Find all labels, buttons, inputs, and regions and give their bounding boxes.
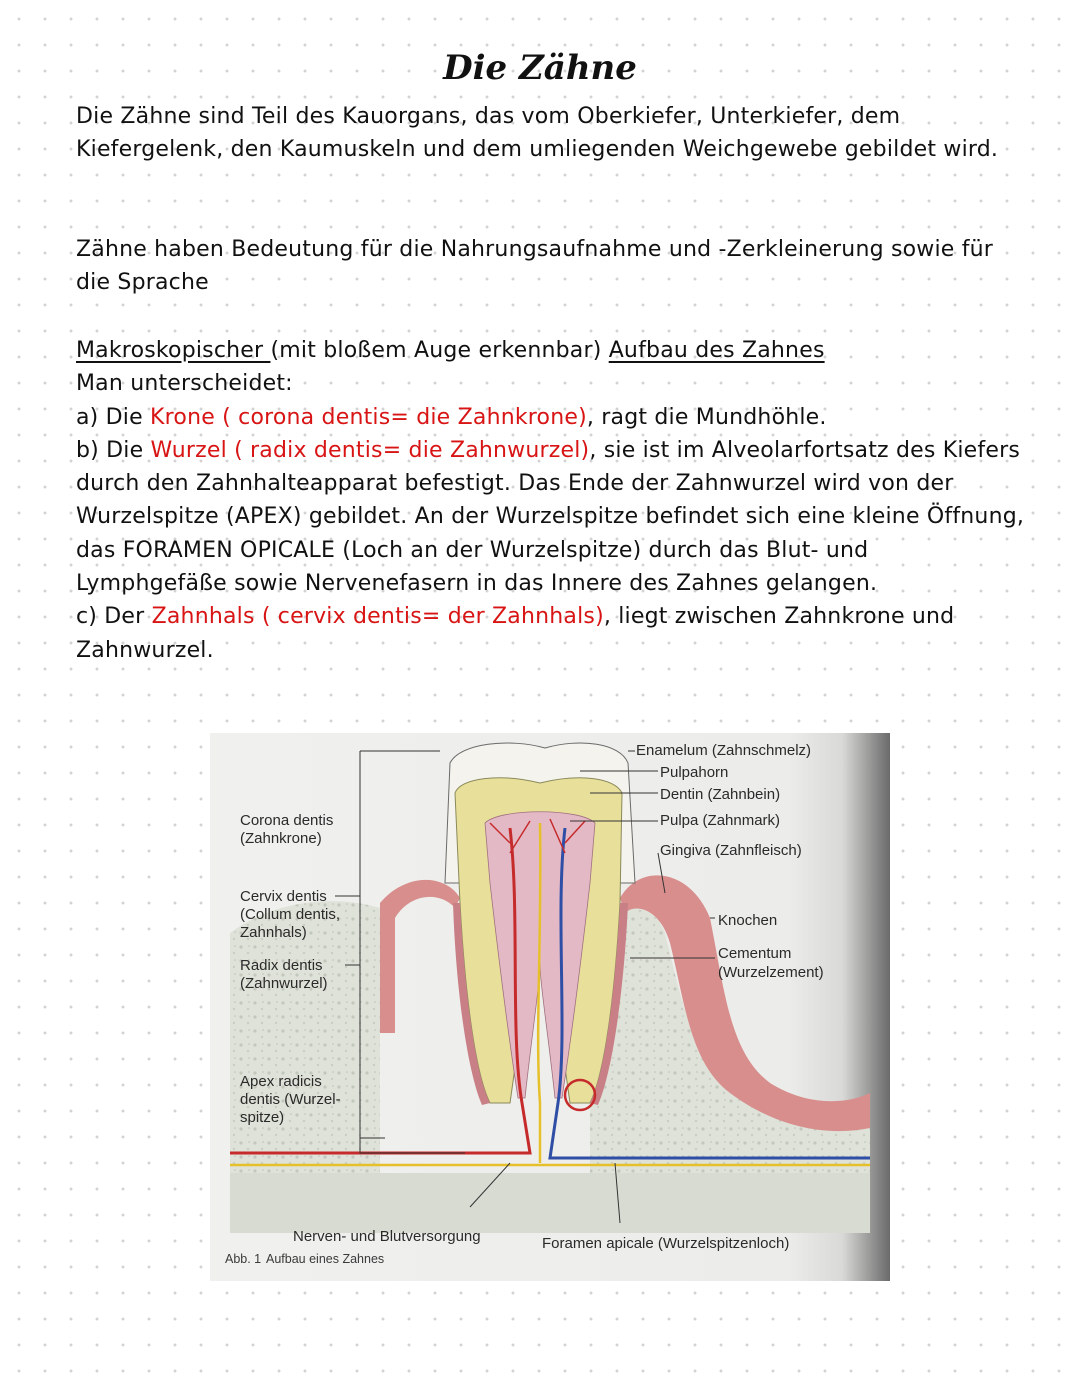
label-apex-sub: dentis (Wurzel- — [240, 1091, 341, 1108]
label-dentin: Dentin (Zahnbein) — [660, 786, 781, 803]
section-heading — [76, 334, 1026, 367]
item-b — [76, 434, 1026, 600]
item-a-term: Krone ( corona dentis= die Zahnkrone) — [150, 404, 587, 430]
label-nerven: Nerven- und Blutversorgung — [293, 1228, 481, 1245]
label-foramen: Foramen apicale (Wurzelspitzenloch) — [542, 1235, 790, 1252]
label-corona: Corona dentis — [240, 812, 334, 829]
label-enamelum: Enamelum (Zahnschmelz) — [636, 742, 812, 759]
item-c — [76, 600, 1026, 667]
label-cervix: Cervix dentis — [240, 888, 327, 905]
section-heading-part-a: Makroskopischer — [76, 338, 271, 363]
section-heading-part-b: Aufbau des Zahnes — [608, 338, 825, 363]
label-cementum: Cementum — [718, 945, 792, 962]
label-cementum-sub: (Wurzelzement) — [718, 964, 824, 981]
section-heading-note: (mit bloßem Auge erkennbar) — [270, 338, 609, 363]
label-corona-sub: (Zahnkrone) — [240, 830, 322, 847]
item-a-prefix: a) Die — [76, 404, 151, 430]
tooth-diagram-figure — [210, 733, 890, 1281]
item-b-text: , sie ist im Alveolarfortsatz des Kiefers durch den Zahnhalteapparat befestigt. Das Ende der Zahnwurzel wird von der Wurzelspitze (APEX) gebildet. An der Wurzelspitze befindet sich eine kleine Öffnung, das FORAMEN OPICALE — [76, 437, 1025, 563]
caption-text: Aufbau eines Zahnes — [266, 1252, 385, 1266]
gingiva-left — [380, 880, 460, 1033]
item-b-prefix: b) Die — [76, 437, 151, 463]
item-c-prefix: c) Der — [76, 604, 152, 630]
label-apex: Apex radicis — [240, 1073, 322, 1090]
item-c-term: Zahnhals ( cervix dentis= der Zahnhals) — [151, 604, 604, 630]
label-pulpahorn: Pulpahorn — [660, 764, 729, 781]
label-pulpa: Pulpa (Zahnmark) — [660, 812, 781, 829]
item-c-text: , liegt zwischen Zahnkrone und Zahnwurzel. — [76, 604, 955, 663]
section-body — [76, 334, 1026, 667]
page-title: Die Zähne — [443, 48, 637, 88]
label-cervix-sub-2: Zahnhals) — [240, 924, 307, 941]
item-b-text-2: (Loch an der Wurzelspitze) durch das Blut- und Lymphgefäße sowie Nervenefasern in das Innere des Zahnes gelangen. — [76, 537, 878, 597]
label-gingiva: Gingiva (Zahnfleisch) — [660, 842, 802, 859]
label-cervix-sub: (Collum dentis, — [240, 906, 341, 923]
item-a-text: , ragt die Mundhöhle. — [586, 404, 827, 430]
label-apex-sub-2: spitze) — [240, 1109, 285, 1126]
caption-number: Abb. 1 — [225, 1252, 262, 1266]
section-lead: Man unterscheidet: — [76, 371, 293, 397]
label-radix: Radix dentis — [240, 957, 323, 974]
tooth-diagram — [210, 733, 890, 1281]
item-a — [76, 401, 1026, 434]
label-radix-sub: (Zahnwurzel) — [240, 975, 328, 992]
item-b-term: Wurzel ( radix dentis= die Zahnwurzel) — [150, 437, 590, 463]
intro-paragraph: Die Zähne sind Teil des Kauorgans, das vom Oberkiefer, Unterkiefer, dem Kiefergelenk, den Kaumuskeln und dem umliegenden Weichgewebe gebildet wird. — [76, 104, 999, 163]
intro-paragraph-2: Zähne haben Bedeutung für die Nahrungsaufnahme und -Zerkleinerung sowie für die Sprache — [76, 237, 994, 296]
label-knochen: Knochen — [718, 912, 778, 929]
